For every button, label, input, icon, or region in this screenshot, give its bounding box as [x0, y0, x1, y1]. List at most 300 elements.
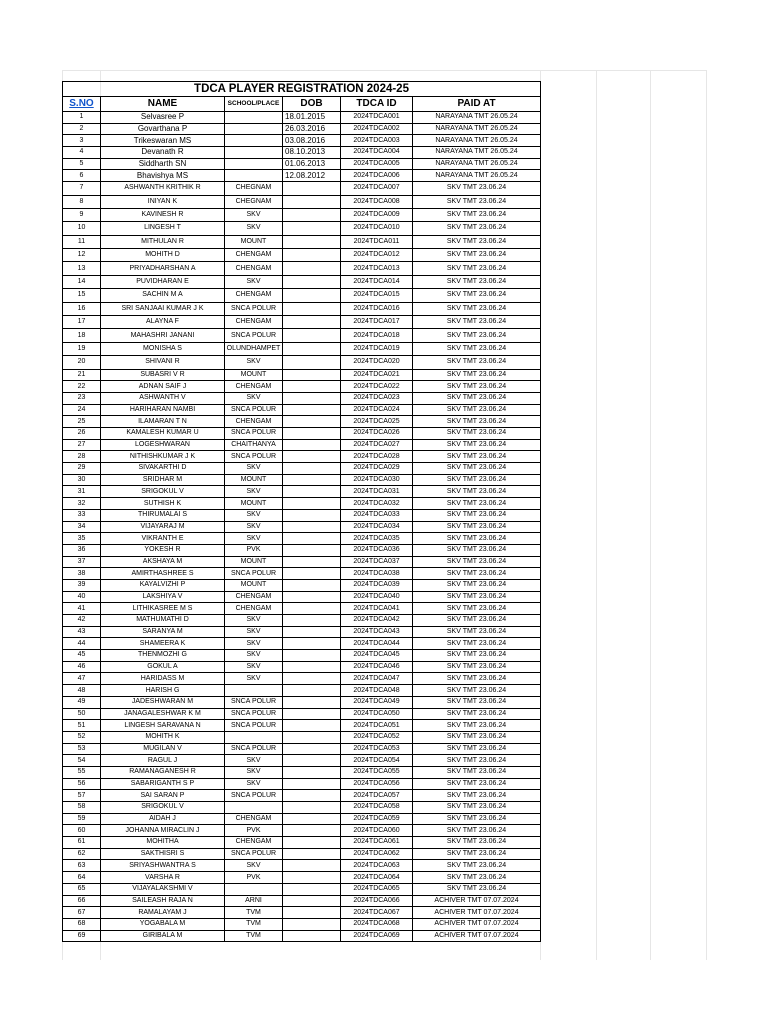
cell-paid-at: ACHIVER TMT 07.07.2024	[413, 895, 541, 907]
cell-name: SRI SANJAAI KUMAR J K	[101, 302, 225, 315]
cell-school: SKV	[225, 650, 283, 662]
cell-sno: 20	[63, 356, 101, 369]
cell-paid-at: SKV TMT 23.06.24	[413, 731, 541, 743]
cell-school: SKV	[225, 755, 283, 767]
cell-name: Siddharth SN	[101, 158, 225, 170]
cell-tdca-id: 2024TDCA057	[341, 790, 413, 802]
cell-dob: 03.08.2016	[283, 135, 341, 147]
cell-school: SNCA POLUR	[225, 708, 283, 720]
cell-name: LOGESHWARAN	[101, 439, 225, 451]
cell-tdca-id: 2024TDCA014	[341, 275, 413, 288]
cell-sno: 47	[63, 673, 101, 685]
cell-tdca-id: 2024TDCA006	[341, 170, 413, 182]
cell-sno: 45	[63, 650, 101, 662]
cell-dob	[283, 743, 341, 755]
cell-paid-at: SKV TMT 23.06.24	[413, 883, 541, 895]
cell-paid-at: SKV TMT 23.06.24	[413, 195, 541, 208]
cell-tdca-id: 2024TDCA069	[341, 930, 413, 942]
cell-dob	[283, 579, 341, 591]
cell-name: NITHISHKUMAR J K	[101, 451, 225, 463]
table-row	[63, 848, 541, 860]
cell-dob: 01.06.2013	[283, 158, 341, 170]
cell-dob	[283, 474, 341, 486]
cell-school: SNCA POLUR	[225, 451, 283, 463]
cell-paid-at: SKV TMT 23.06.24	[413, 521, 541, 533]
cell-tdca-id: 2024TDCA060	[341, 825, 413, 837]
cell-paid-at: SKV TMT 23.06.24	[413, 249, 541, 262]
cell-tdca-id: 2024TDCA052	[341, 731, 413, 743]
cell-name: GOKUL A	[101, 661, 225, 673]
cell-sno: 27	[63, 439, 101, 451]
cell-school: MOUNT	[225, 235, 283, 248]
cell-school: TVM	[225, 918, 283, 930]
cell-school: TVM	[225, 930, 283, 942]
cell-dob	[283, 708, 341, 720]
cell-paid-at: SKV TMT 23.06.24	[413, 329, 541, 342]
cell-paid-at: SKV TMT 23.06.24	[413, 778, 541, 790]
cell-dob	[283, 356, 341, 369]
cell-dob	[283, 603, 341, 615]
cell-sno: 4	[63, 147, 101, 159]
cell-dob	[283, 872, 341, 884]
cell-school	[225, 158, 283, 170]
cell-sno: 36	[63, 544, 101, 556]
cell-dob	[283, 369, 341, 381]
cell-name: MONISHA S	[101, 342, 225, 355]
cell-sno: 22	[63, 381, 101, 393]
cell-school: CHEGNAM	[225, 182, 283, 195]
cell-paid-at: SKV TMT 23.06.24	[413, 289, 541, 302]
cell-tdca-id: 2024TDCA021	[341, 369, 413, 381]
cell-paid-at: SKV TMT 23.06.24	[413, 755, 541, 767]
cell-school: PVK	[225, 872, 283, 884]
cell-school: SNCA POLUR	[225, 568, 283, 580]
cell-name: LITHIKASREE M S	[101, 603, 225, 615]
cell-dob	[283, 626, 341, 638]
cell-dob	[283, 249, 341, 262]
table-row	[63, 392, 541, 404]
cell-school: SKV	[225, 766, 283, 778]
cell-dob	[283, 533, 341, 545]
cell-paid-at: SKV TMT 23.06.24	[413, 696, 541, 708]
cell-dob	[283, 316, 341, 329]
cell-dob	[283, 302, 341, 315]
cell-school: SNCA POLUR	[225, 428, 283, 440]
cell-name: LINGESH SARAVANA N	[101, 720, 225, 732]
cell-school: PVK	[225, 544, 283, 556]
cell-dob	[283, 883, 341, 895]
cell-tdca-id: 2024TDCA017	[341, 316, 413, 329]
cell-tdca-id: 2024TDCA018	[341, 329, 413, 342]
cell-dob	[283, 673, 341, 685]
table-row	[63, 342, 541, 355]
cell-paid-at: SKV TMT 23.06.24	[413, 626, 541, 638]
cell-sno: 25	[63, 416, 101, 428]
cell-name: AIDAH J	[101, 813, 225, 825]
cell-sno: 43	[63, 626, 101, 638]
cell-school: SKV	[225, 626, 283, 638]
cell-dob	[283, 895, 341, 907]
cell-paid-at: ACHIVER TMT 07.07.2024	[413, 918, 541, 930]
table-row	[63, 509, 541, 521]
cell-name: Trikeswaran MS	[101, 135, 225, 147]
table-row	[63, 208, 541, 221]
cell-tdca-id: 2024TDCA023	[341, 392, 413, 404]
cell-dob: 18.01.2015	[283, 112, 341, 124]
cell-paid-at: SKV TMT 23.06.24	[413, 615, 541, 627]
table-row	[63, 743, 541, 755]
cell-name: SRIDHAR M	[101, 474, 225, 486]
table-row	[63, 685, 541, 697]
cell-sno: 17	[63, 316, 101, 329]
table-row	[63, 112, 541, 124]
cell-school: SNCA POLUR	[225, 696, 283, 708]
cell-name: VIKRANTH E	[101, 533, 225, 545]
cell-tdca-id: 2024TDCA049	[341, 696, 413, 708]
cell-sno: 50	[63, 708, 101, 720]
column-header-dob: DOB	[283, 97, 341, 112]
cell-tdca-id: 2024TDCA003	[341, 135, 413, 147]
column-header-name: NAME	[101, 97, 225, 112]
cell-name: SRIYASHWANTRA S	[101, 860, 225, 872]
cell-name: ADNAN SAIF J	[101, 381, 225, 393]
cell-paid-at: SKV TMT 23.06.24	[413, 638, 541, 650]
cell-school: CHENGAM	[225, 381, 283, 393]
cell-school: CHENGAM	[225, 813, 283, 825]
cell-tdca-id: 2024TDCA037	[341, 556, 413, 568]
cell-dob	[283, 275, 341, 288]
table-row	[63, 474, 541, 486]
cell-tdca-id: 2024TDCA034	[341, 521, 413, 533]
cell-school	[225, 170, 283, 182]
cell-sno: 59	[63, 813, 101, 825]
cell-sno: 28	[63, 451, 101, 463]
table-row	[63, 778, 541, 790]
cell-school: SKV	[225, 275, 283, 288]
cell-paid-at: SKV TMT 23.06.24	[413, 404, 541, 416]
cell-dob	[283, 591, 341, 603]
cell-paid-at: SKV TMT 23.06.24	[413, 848, 541, 860]
cell-paid-at: SKV TMT 23.06.24	[413, 342, 541, 355]
cell-name: JANAGALESHWAR K M	[101, 708, 225, 720]
cell-dob	[283, 615, 341, 627]
column-header-paid-at: PAID AT	[413, 97, 541, 112]
cell-school: SKV	[225, 509, 283, 521]
cell-dob	[283, 509, 341, 521]
cell-paid-at: SKV TMT 23.06.24	[413, 802, 541, 814]
cell-name: SABARIGANTH S P	[101, 778, 225, 790]
table-row	[63, 329, 541, 342]
cell-paid-at: SKV TMT 23.06.24	[413, 439, 541, 451]
cell-sno: 38	[63, 568, 101, 580]
table-row	[63, 404, 541, 416]
cell-paid-at: SKV TMT 23.06.24	[413, 766, 541, 778]
cell-dob	[283, 778, 341, 790]
table-body	[63, 112, 541, 942]
cell-school: ARNI	[225, 895, 283, 907]
cell-name: PUVIDHARAN E	[101, 275, 225, 288]
table-row	[63, 568, 541, 580]
cell-dob	[283, 416, 341, 428]
cell-tdca-id: 2024TDCA068	[341, 918, 413, 930]
cell-school: SKV	[225, 778, 283, 790]
cell-name: MITHULAN R	[101, 235, 225, 248]
cell-dob	[283, 195, 341, 208]
cell-sno: 35	[63, 533, 101, 545]
cell-sno: 69	[63, 930, 101, 942]
cell-school: SNCA POLUR	[225, 329, 283, 342]
cell-sno: 48	[63, 685, 101, 697]
table-row	[63, 533, 541, 545]
cell-name: LAKSHIYA V	[101, 591, 225, 603]
column-header-sno[interactable]: S.NO	[63, 97, 101, 112]
table-row	[63, 673, 541, 685]
cell-dob	[283, 289, 341, 302]
cell-name: VARSHA R	[101, 872, 225, 884]
cell-name: SACHIN M A	[101, 289, 225, 302]
cell-dob	[283, 930, 341, 942]
cell-sno: 3	[63, 135, 101, 147]
table-row	[63, 790, 541, 802]
cell-dob	[283, 766, 341, 778]
cell-tdca-id: 2024TDCA031	[341, 486, 413, 498]
cell-paid-at: SKV TMT 23.06.24	[413, 486, 541, 498]
cell-dob	[283, 428, 341, 440]
cell-tdca-id: 2024TDCA048	[341, 685, 413, 697]
cell-tdca-id: 2024TDCA001	[341, 112, 413, 124]
cell-sno: 13	[63, 262, 101, 275]
cell-tdca-id: 2024TDCA035	[341, 533, 413, 545]
cell-paid-at: ACHIVER TMT 07.07.2024	[413, 907, 541, 919]
cell-tdca-id: 2024TDCA038	[341, 568, 413, 580]
cell-paid-at: SKV TMT 23.06.24	[413, 235, 541, 248]
cell-name: VIJAYALAKSHMI V	[101, 883, 225, 895]
cell-sno: 26	[63, 428, 101, 440]
cell-tdca-id: 2024TDCA030	[341, 474, 413, 486]
cell-name: MOHITHA	[101, 837, 225, 849]
cell-sno: 31	[63, 486, 101, 498]
cell-tdca-id: 2024TDCA007	[341, 182, 413, 195]
table-row	[63, 428, 541, 440]
cell-paid-at: SKV TMT 23.06.24	[413, 451, 541, 463]
cell-tdca-id: 2024TDCA027	[341, 439, 413, 451]
cell-dob	[283, 813, 341, 825]
cell-tdca-id: 2024TDCA011	[341, 235, 413, 248]
cell-name: SHAMEERA K	[101, 638, 225, 650]
table-row	[63, 235, 541, 248]
cell-tdca-id: 2024TDCA036	[341, 544, 413, 556]
cell-tdca-id: 2024TDCA024	[341, 404, 413, 416]
cell-paid-at: SKV TMT 23.06.24	[413, 222, 541, 235]
cell-name: HARIDASS M	[101, 673, 225, 685]
cell-paid-at: SKV TMT 23.06.24	[413, 381, 541, 393]
cell-paid-at: SKV TMT 23.06.24	[413, 316, 541, 329]
table-row	[63, 195, 541, 208]
cell-name: KAVINESH R	[101, 208, 225, 221]
cell-tdca-id: 2024TDCA059	[341, 813, 413, 825]
cell-tdca-id: 2024TDCA025	[341, 416, 413, 428]
cell-sno: 15	[63, 289, 101, 302]
cell-school: CHENGAM	[225, 591, 283, 603]
cell-name: KAMALESH KUMAR U	[101, 428, 225, 440]
cell-paid-at: SKV TMT 23.06.24	[413, 825, 541, 837]
cell-school: CHENGAM	[225, 262, 283, 275]
cell-tdca-id: 2024TDCA041	[341, 603, 413, 615]
cell-dob	[283, 638, 341, 650]
cell-dob	[283, 182, 341, 195]
cell-sno: 24	[63, 404, 101, 416]
cell-paid-at: SKV TMT 23.06.24	[413, 591, 541, 603]
cell-dob	[283, 685, 341, 697]
cell-sno: 33	[63, 509, 101, 521]
column-header-tdca-id: TDCA ID	[341, 97, 413, 112]
cell-dob	[283, 556, 341, 568]
cell-dob	[283, 918, 341, 930]
cell-sno: 7	[63, 182, 101, 195]
cell-sno: 67	[63, 907, 101, 919]
cell-paid-at: SKV TMT 23.06.24	[413, 369, 541, 381]
cell-paid-at: NARAYANA TMT 26.05.24	[413, 147, 541, 159]
cell-sno: 6	[63, 170, 101, 182]
cell-sno: 10	[63, 222, 101, 235]
cell-sno: 61	[63, 837, 101, 849]
cell-school: CHENGAM	[225, 289, 283, 302]
table-row	[63, 498, 541, 510]
cell-paid-at: SKV TMT 23.06.24	[413, 685, 541, 697]
cell-sno: 65	[63, 883, 101, 895]
cell-tdca-id: 2024TDCA055	[341, 766, 413, 778]
table-row	[63, 521, 541, 533]
cell-name: MATHUMATHI D	[101, 615, 225, 627]
cell-name: ASHWANTH V	[101, 392, 225, 404]
table-row	[63, 626, 541, 638]
cell-sno: 19	[63, 342, 101, 355]
cell-tdca-id: 2024TDCA054	[341, 755, 413, 767]
cell-dob	[283, 235, 341, 248]
cell-sno: 12	[63, 249, 101, 262]
cell-school: TVM	[225, 907, 283, 919]
cell-tdca-id: 2024TDCA046	[341, 661, 413, 673]
cell-school: SKV	[225, 661, 283, 673]
table-row	[63, 930, 541, 942]
cell-school: CHENGAM	[225, 316, 283, 329]
cell-tdca-id: 2024TDCA053	[341, 743, 413, 755]
table-row	[63, 463, 541, 475]
cell-paid-at: NARAYANA TMT 26.05.24	[413, 135, 541, 147]
registration-table	[62, 81, 541, 942]
cell-sno: 62	[63, 848, 101, 860]
cell-paid-at: SKV TMT 23.06.24	[413, 650, 541, 662]
cell-paid-at: SKV TMT 23.06.24	[413, 533, 541, 545]
cell-dob	[283, 790, 341, 802]
cell-name: HARIHARAN NAMBI	[101, 404, 225, 416]
cell-name: SAI SARAN P	[101, 790, 225, 802]
table-row	[63, 135, 541, 147]
cell-school: CHEGNAM	[225, 195, 283, 208]
cell-name: GIRIBALA M	[101, 930, 225, 942]
cell-name: ALAYNA F	[101, 316, 225, 329]
cell-dob	[283, 521, 341, 533]
cell-dob	[283, 731, 341, 743]
cell-tdca-id: 2024TDCA008	[341, 195, 413, 208]
cell-sno: 57	[63, 790, 101, 802]
table-row	[63, 416, 541, 428]
table-row	[63, 381, 541, 393]
column-header-school: SCHOOL/PLACE	[225, 97, 283, 112]
cell-name: MAHASHRI JANANI	[101, 329, 225, 342]
cell-school: SKV	[225, 208, 283, 221]
table-row	[63, 755, 541, 767]
cell-school: SKV	[225, 673, 283, 685]
table-row	[63, 451, 541, 463]
cell-tdca-id: 2024TDCA020	[341, 356, 413, 369]
cell-paid-at: SKV TMT 23.06.24	[413, 392, 541, 404]
cell-sno: 68	[63, 918, 101, 930]
cell-tdca-id: 2024TDCA056	[341, 778, 413, 790]
cell-name: SARANYA M	[101, 626, 225, 638]
cell-dob	[283, 848, 341, 860]
cell-name: VIJAYARAJ M	[101, 521, 225, 533]
cell-dob	[283, 392, 341, 404]
cell-paid-at: NARAYANA TMT 26.05.24	[413, 112, 541, 124]
cell-tdca-id: 2024TDCA067	[341, 907, 413, 919]
cell-sno: 49	[63, 696, 101, 708]
cell-school: PVK	[225, 825, 283, 837]
cell-tdca-id: 2024TDCA063	[341, 860, 413, 872]
cell-tdca-id: 2024TDCA040	[341, 591, 413, 603]
cell-name: PRIYADHARSHAN A	[101, 262, 225, 275]
cell-school: MOUNT	[225, 369, 283, 381]
cell-tdca-id: 2024TDCA064	[341, 872, 413, 884]
cell-tdca-id: 2024TDCA004	[341, 147, 413, 159]
cell-tdca-id: 2024TDCA039	[341, 579, 413, 591]
cell-dob	[283, 262, 341, 275]
cell-dob	[283, 486, 341, 498]
cell-school: MOUNT	[225, 498, 283, 510]
cell-dob: 12.08.2012	[283, 170, 341, 182]
cell-sno: 40	[63, 591, 101, 603]
cell-paid-at: SKV TMT 23.06.24	[413, 603, 541, 615]
cell-paid-at: SKV TMT 23.06.24	[413, 579, 541, 591]
cell-sno: 32	[63, 498, 101, 510]
cell-school: CHENGAM	[225, 249, 283, 262]
cell-tdca-id: 2024TDCA044	[341, 638, 413, 650]
table-row	[63, 907, 541, 919]
table-row	[63, 249, 541, 262]
sheet-title: TDCA PLAYER REGISTRATION 2024-25	[63, 82, 541, 97]
cell-sno: 14	[63, 275, 101, 288]
cell-paid-at: SKV TMT 23.06.24	[413, 262, 541, 275]
cell-name: ILAMARAN T N	[101, 416, 225, 428]
cell-name: THENMOZHI G	[101, 650, 225, 662]
cell-sno: 66	[63, 895, 101, 907]
table-row	[63, 579, 541, 591]
cell-sno: 53	[63, 743, 101, 755]
cell-tdca-id: 2024TDCA019	[341, 342, 413, 355]
cell-sno: 64	[63, 872, 101, 884]
cell-paid-at: SKV TMT 23.06.24	[413, 544, 541, 556]
cell-dob	[283, 544, 341, 556]
cell-school	[225, 685, 283, 697]
cell-sno: 9	[63, 208, 101, 221]
cell-school: SNCA POLUR	[225, 790, 283, 802]
cell-dob	[283, 720, 341, 732]
table-row	[63, 731, 541, 743]
cell-tdca-id: 2024TDCA047	[341, 673, 413, 685]
table-row	[63, 802, 541, 814]
cell-school	[225, 112, 283, 124]
cell-dob	[283, 837, 341, 849]
